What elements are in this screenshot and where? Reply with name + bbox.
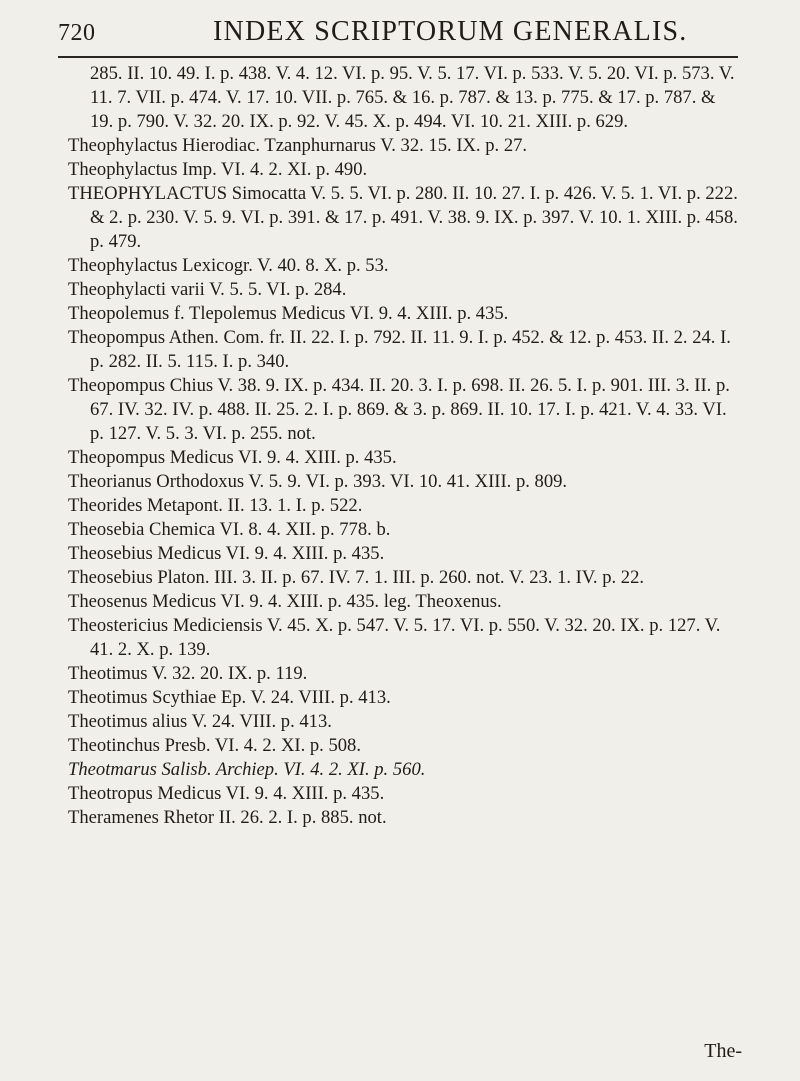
index-entry: Theostericius Mediciensis V. 45. X. p. 547. V. 5. 17. VI. p. 550. V. 32. 20. IX. p. 127. V. 41. 2. X. p. 139.	[68, 615, 721, 660]
index-entry: Theopompus Medicus VI. 9. 4. XIII. p. 435.	[68, 447, 397, 468]
index-entry: Theorides Metapont. II. 13. 1. I. p. 522.	[68, 495, 363, 516]
index-entry: Theotropus Medicus VI. 9. 4. XIII. p. 435.	[68, 783, 385, 804]
index-entry: Theotimus V. 32. 20. IX. p. 119.	[68, 663, 308, 684]
running-head: INDEX SCRIPTORUM GENERALIS.	[213, 16, 688, 47]
index-entry: Theramenes Rhetor II. 26. 2. I. p. 885. not.	[68, 807, 387, 828]
index-entry: THEOPHYLACTUS Simocatta V. 5. 5. VI. p. 280. II. 10. 27. I. p. 426. V. 5. 1. VI. p. 222. & 2. p. 230. V. 5. 9. VI. p. 391. & 17. p. 491. V. 38. 9. IX. p. 397. V. 10. 1. XIII. p. 458. p. 479.	[68, 183, 738, 252]
index-entry: Theotimus Scythiae Ep. V. 24. VIII. p. 413.	[68, 687, 391, 708]
index-entry: Theophylacti varii V. 5. 5. VI. p. 284.	[68, 279, 347, 300]
index-entry: Theosebius Platon. III. 3. II. p. 67. IV. 7. 1. III. p. 260. not. V. 23. 1. IV. p. 22.	[68, 567, 645, 588]
index-entries	[68, 62, 740, 830]
index-entry: Theotinchus Presb. VI. 4. 2. XI. p. 508.	[68, 735, 361, 756]
index-entry: Theopompus Chius V. 38. 9. IX. p. 434. II. 20. 3. I. p. 698. II. 26. 5. I. p. 901. III. 3. II. p. 67. IV. 32. IV. p. 488. II. 25. 2. I. p. 869. & 3. p. 869. II. 10. 17. I. p. 421. V. 4. 33. VI. p. 127. V. 5. 3. VI. p. 255. not.	[68, 375, 730, 444]
index-entry: Theosebius Medicus VI. 9. 4. XIII. p. 435.	[68, 543, 385, 564]
index-entry: Theosenus Medicus VI. 9. 4. XIII. p. 435. leg. Theoxenus.	[68, 591, 502, 612]
index-entry: Theophylactus Imp. VI. 4. 2. XI. p. 490.	[68, 159, 368, 180]
header-rule	[58, 56, 738, 58]
index-entry: Theorianus Orthodoxus V. 5. 9. VI. p. 393. VI. 10. 41. XIII. p. 809.	[68, 471, 568, 492]
index-entry: Theotmarus Salisb. Archiep. VI. 4. 2. XI. p. 560.	[68, 759, 426, 780]
index-entry: Theophylactus Lexicogr. V. 40. 8. X. p. 53.	[68, 255, 389, 276]
index-entry: Theotimus alius V. 24. VIII. p. 413.	[68, 711, 332, 732]
index-entry: Theosebia Chemica VI. 8. 4. XII. p. 778. b.	[68, 519, 391, 540]
catchword: The-	[704, 1040, 742, 1062]
index-entry-continued: 285. II. 10. 49. I. p. 438. V. 4. 12. VI. p. 95. V. 5. 17. VI. p. 533. V. 5. 20. VI. p. 573. V. 11. 7. VII. p. 474. V. 17. 10. VII. p. 765. & 16. p. 787. & 13. p. 775. & 17. p. 787. & 19. p. 790. V. 32. 20. IX. p. 92. V. 45. X. p. 494. VI. 10. 21. XIII. p. 629.	[90, 63, 735, 132]
index-entry: Theopompus Athen. Com. fr. II. 22. I. p. 792. II. 11. 9. I. p. 452. & 12. p. 453. II. 2. 24. I. p. 282. II. 5. 115. I. p. 340.	[68, 327, 731, 372]
page-number: 720	[58, 20, 96, 46]
index-entry: Theopolemus f. Tlepolemus Medicus VI. 9. 4. XIII. p. 435.	[68, 303, 509, 324]
index-entry: Theophylactus Hierodiac. Tzanphurnarus V. 32. 15. IX. p. 27.	[68, 135, 528, 156]
page-header	[58, 8, 738, 52]
